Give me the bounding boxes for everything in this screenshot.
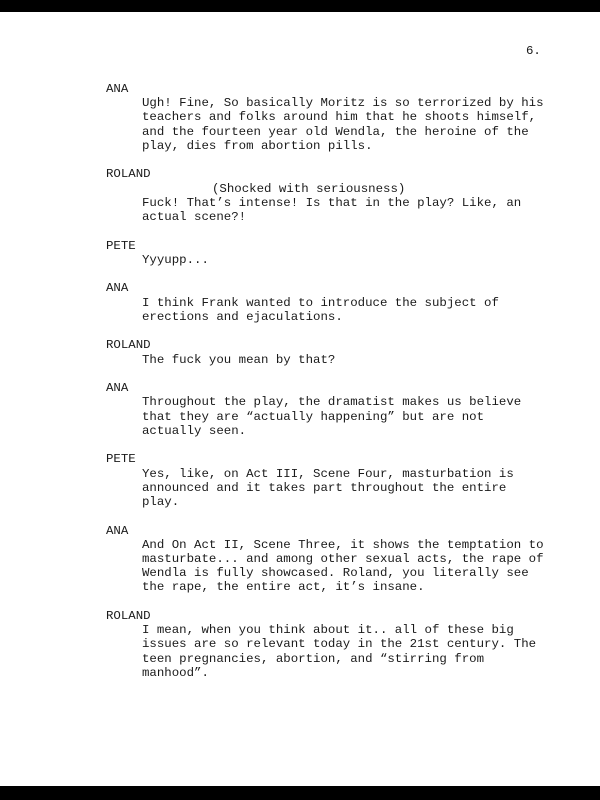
dialogue-line: Ugh! Fine, So basically Moritz is so terrorized by his [142,96,544,111]
dialogue-text [142,96,544,153]
dialogue-text [142,467,532,510]
dialogue-line: announced and it takes part throughout the entire [142,480,507,495]
dialogue-line: manhood”. [142,665,209,680]
dialogue-line: that they are “actually happening” but are not [142,409,485,424]
dialogue-line: Yyyupp... [142,252,209,267]
dialogue-line: and the fourteen year old Wendla, the heroine of the [142,124,529,139]
character-name: ANA [106,82,129,96]
dialogue-text [142,623,537,680]
dialogue-block [0,381,600,438]
dialogue-text [142,296,532,324]
dialogue-block [0,167,600,224]
dialogue-line: The fuck you mean by that? [142,352,336,367]
dialogue-block [0,239,600,267]
page-number: 6. [526,44,541,58]
dialogue-line: And On Act II, Scene Three, it shows the temptation to [142,537,544,552]
dialogue-line: teachers and folks around him that he shoots himself, [142,110,537,125]
dialogue-line: Throughout the play, the dramatist makes us believe [142,395,522,410]
dialogue-line: Fuck! That’s intense! Is that in the play? Like, an [142,195,522,210]
dialogue-line: actually seen. [142,423,247,438]
dialogue-block [0,524,600,595]
dialogue-block [0,609,600,680]
script-body [0,82,600,694]
character-name: ROLAND [106,338,151,353]
dialogue-line: Wendla is fully showcased. Roland, you literally see [142,566,529,581]
dialogue-line: I think Frank wanted to introduce the subject of [142,295,499,310]
dialogue-line: issues are so relevant today in the 21st century. The [142,637,537,652]
dialogue-line: erections and ejaculations. [142,309,343,324]
dialogue-block [0,281,600,324]
dialogue-line: the rape, the entire act, it’s insane. [142,580,425,595]
character-name: PETE [106,238,136,253]
parenthetical: (Shocked with seriousness) [212,181,406,196]
script-page [0,12,600,786]
character-name: ANA [106,281,129,296]
dialogue-line: masturbate... and among other sexual acts, the rape of [142,552,544,567]
dialogue-line: play, dies from abortion pills. [142,138,373,153]
dialogue-block [0,82,600,153]
dialogue-line: teen pregnancies, abortion, and “stirring from [142,651,485,666]
character-name: ANA [106,523,129,538]
character-name: ROLAND [106,609,151,624]
dialogue-block [0,338,600,366]
character-name: PETE [106,452,136,467]
character-name: ANA [106,381,129,396]
dialogue-line: Yes, like, on Act III, Scene Four, masturbation is [142,466,514,481]
dialogue-block [0,452,600,509]
dialogue-text [142,395,532,438]
dialogue-text [142,196,532,224]
dialogue-text [142,537,544,595]
character-name: ROLAND [106,167,151,182]
dialogue-line: actual scene?! [142,210,247,225]
dialogue-line: play. [142,495,180,510]
dialogue-text [142,253,532,267]
dialogue-text [142,353,532,367]
dialogue-line: I mean, when you think about it.. all of these big [142,623,514,638]
